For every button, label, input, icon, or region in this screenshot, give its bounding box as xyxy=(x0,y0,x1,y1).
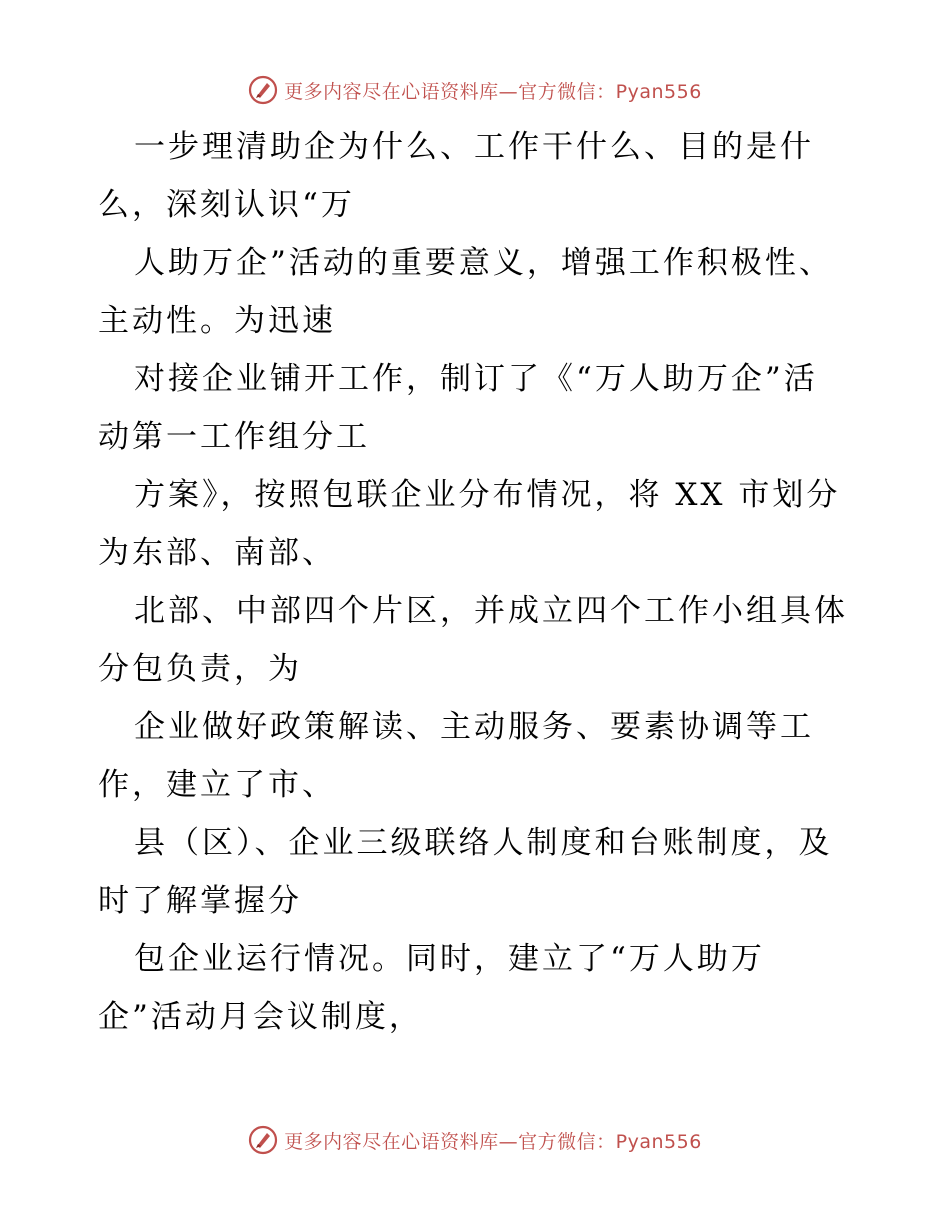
text-line: 一步理清助企为什么、工作干什么、目的是什 xyxy=(134,129,814,165)
text-line: 对接企业铺开工作，制订了《“万人助万企”活 xyxy=(134,361,818,397)
text-line: 为东部、南部、 xyxy=(98,535,336,571)
pen-nib-logo-icon xyxy=(248,1125,278,1155)
text-line: 动第一工作组分工 xyxy=(98,419,370,455)
text-line: 分包负责，为 xyxy=(98,651,302,687)
pen-nib-logo-icon xyxy=(248,75,278,105)
text-line: 包企业运行情况。同时，建立了“万人助万 xyxy=(134,941,765,977)
text-line: 方案》，按照包联企业分布情况，将 XX 市划分 xyxy=(134,477,841,513)
footer-banner xyxy=(0,1120,950,1160)
text-line: 北部、中部四个片区，并成立四个工作小组具体 xyxy=(134,593,848,629)
text-line: 主动性。为迅速 xyxy=(98,303,336,339)
document-body xyxy=(98,118,868,1046)
text-line: 么，深刻认识“万 xyxy=(98,187,355,223)
header-banner xyxy=(0,70,950,110)
header-banner-text: 更多内容尽在心语资料库—官方微信：Pyan556 xyxy=(284,80,702,103)
text-line: 人助万企”活动的重要意义，增强工作积极性、 xyxy=(134,245,833,281)
text-line: 企”活动月会议制度， xyxy=(98,999,423,1035)
text-line: 作，建立了市、 xyxy=(98,767,336,803)
text-line: 时了解掌握分 xyxy=(98,883,302,919)
text-line: 企业做好政策解读、主动服务、要素协调等工 xyxy=(134,709,814,745)
footer-banner-text: 更多内容尽在心语资料库—官方微信：Pyan556 xyxy=(284,1130,702,1153)
text-line: 县（区）、企业三级联络人制度和台账制度，及 xyxy=(134,825,833,861)
